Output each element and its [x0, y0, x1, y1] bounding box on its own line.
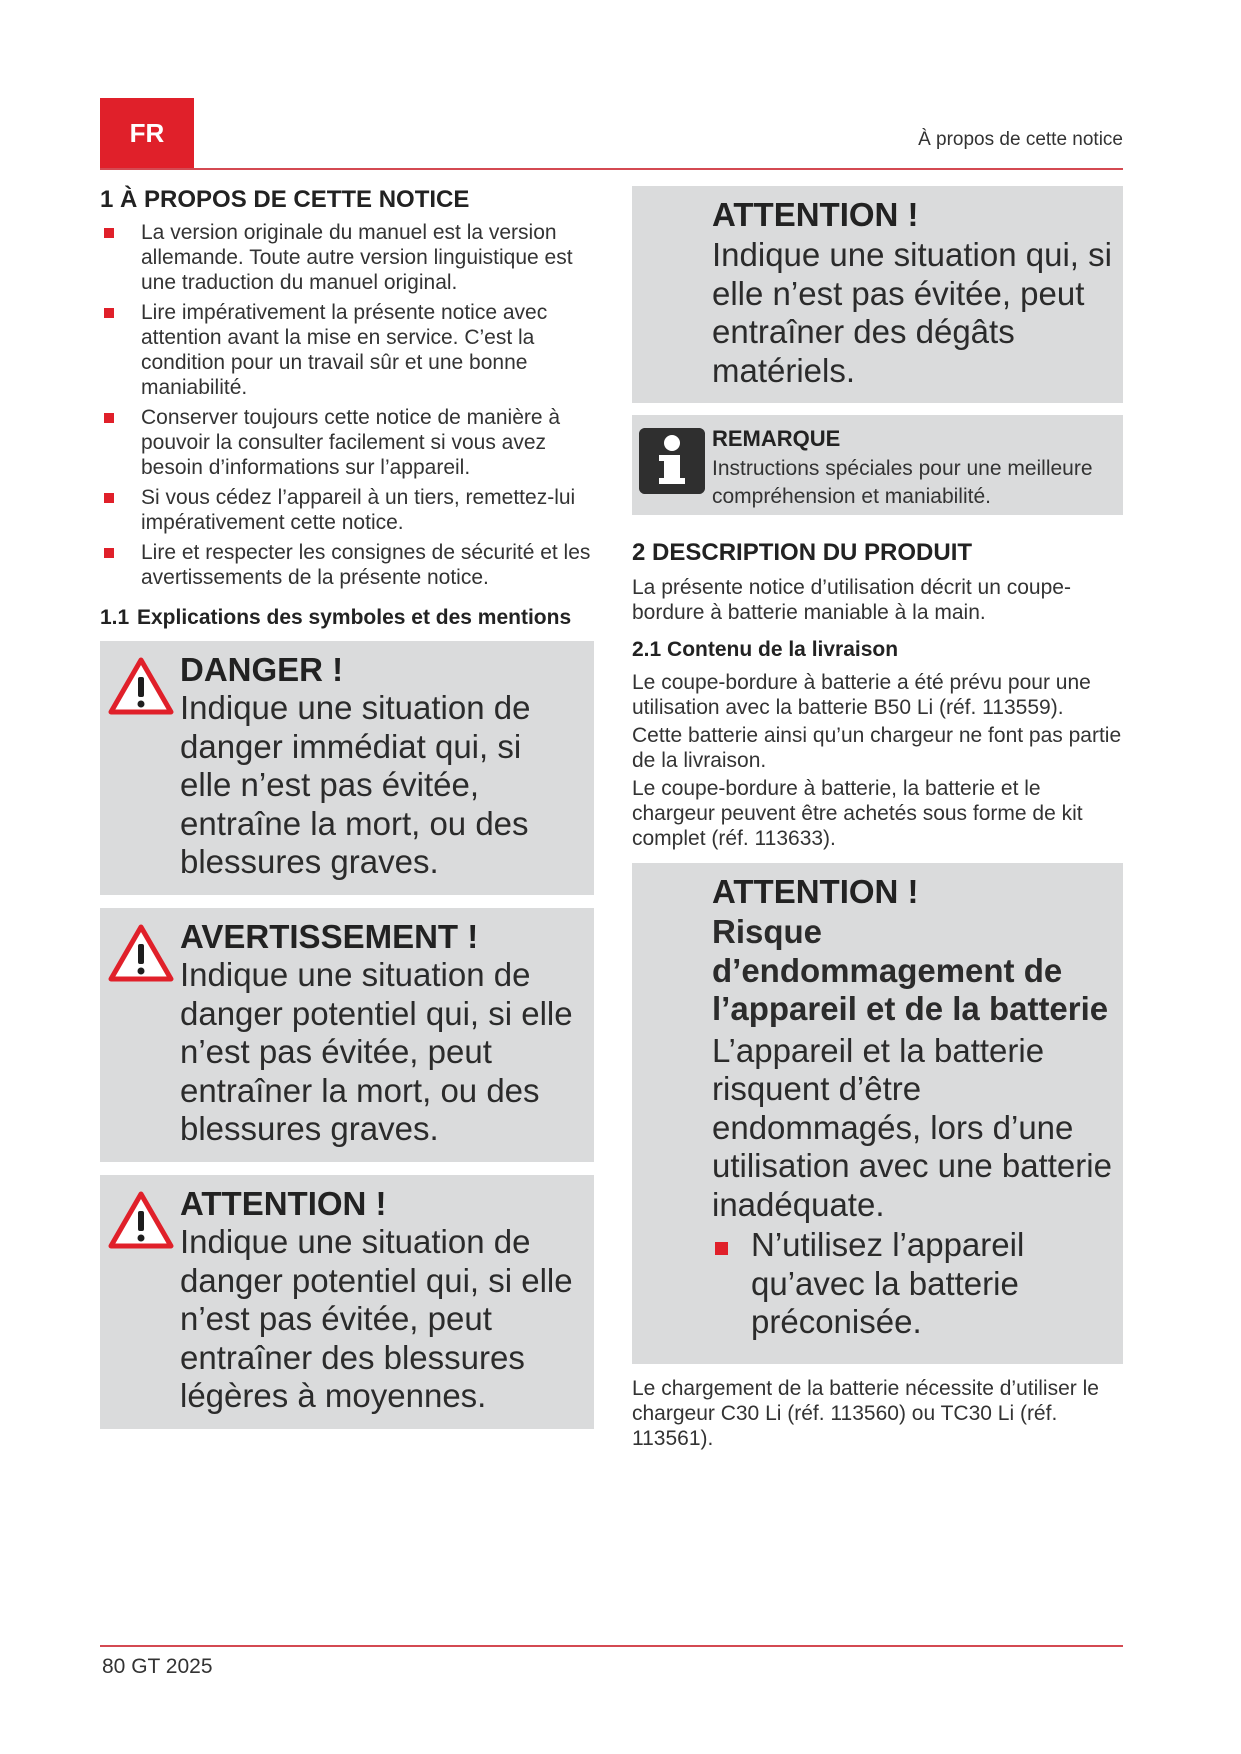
warning-triangle-icon — [107, 655, 175, 717]
left-column — [100, 186, 594, 1429]
bullet-square-icon — [104, 548, 114, 558]
list-item: La version originale du manuel est la version allemande. Toute autre version linguistique est une traduction du manuel original. — [100, 220, 594, 295]
delivery-paragraph-3: Le coupe-bordure à batterie, la batterie et le chargeur peuvent être achetés sous forme de kit complet (réf. 113633). — [632, 777, 1083, 850]
attention-title: ATTENTION ! — [712, 196, 919, 233]
attention-battery-box — [632, 863, 1123, 1364]
list-item: Lire et respecter les consignes de sécurité et les avertissements de la présente notice. — [100, 540, 594, 590]
danger-title: DANGER ! — [180, 651, 344, 688]
bullet-square-icon — [104, 308, 114, 318]
note-title: REMARQUE — [712, 426, 841, 451]
warning-triangle-icon — [107, 922, 175, 984]
attention-battery-subtitle: Risque d’endommagement de l’appareil et de la batterie — [712, 913, 1109, 1027]
note-box — [632, 415, 1123, 515]
subsection-2-1-heading: 2.1 Contenu de la livraison — [632, 638, 899, 661]
danger-text: Indique une situation de danger immédiat qui, si elle n’est pas évitée, entraîne la mort, ou des blessures graves. — [180, 689, 531, 880]
list-item: Conserver toujours cette notice de manière à pouvoir la consulter facilement si vous avez besoin d’informations sur l’appareil. — [100, 405, 594, 480]
warning-text: Indique une situation de danger potentiel qui, si elle n’est pas évitée, peut entraîner la mort, ou des blessures graves. — [180, 956, 573, 1147]
info-icon — [639, 428, 705, 494]
caution-title: ATTENTION ! — [180, 1185, 387, 1222]
delivery-paragraph-1: Le coupe-bordure à batterie a été prévu pour une utilisation avec la batterie B50 Li (réf. 113559). — [632, 671, 1091, 719]
right-column — [632, 186, 1123, 1451]
attention-battery-bullet: N’utilisez l’appareil qu’avec la batterie préconisée. — [712, 1226, 1115, 1342]
header-title: À propos de cette notice — [918, 129, 1123, 150]
caution-box — [100, 1175, 594, 1429]
list-item: Si vous cédez l’appareil à un tiers, remettez-lui impérativement cette notice. — [100, 485, 594, 535]
warning-title: AVERTISSEMENT ! — [180, 918, 479, 955]
subsection-1-1-heading: 1.1 Explications des symboles et des mentions — [100, 606, 572, 629]
bullet-square-icon — [104, 493, 114, 503]
section2-intro: La présente notice d’utilisation décrit un coupe-bordure à batterie maniable à la main. — [632, 576, 1071, 624]
section2-heading: 2 DESCRIPTION DU PRODUIT — [632, 539, 973, 566]
attention-battery-text: L’appareil et la batterie risquent d’être endommagés, lors d’une utilisation avec une batterie inadéquate. — [712, 1031, 1112, 1223]
section1-heading: 1 À PROPOS DE CETTE NOTICE — [100, 186, 470, 213]
bullet-square-icon — [104, 228, 114, 238]
note-text: Instructions spéciales pour une meilleure compréhension et maniabilité. — [712, 457, 1093, 508]
bullet-square-icon — [715, 1242, 728, 1255]
list-item: Lire impérativement la présente notice avec attention avant la mise en service. C’est la condition pour un travail sûr et une bonne maniabilité. — [100, 300, 594, 400]
warning-triangle-icon — [107, 1189, 175, 1251]
attention-material-box — [632, 186, 1123, 403]
page-footer: 80 GT 2025 — [102, 1655, 213, 1678]
warning-box — [100, 908, 594, 1162]
attention-text: Indique une situation qui, si elle n’est pas évitée, peut entraîner des dégâts matériels. — [712, 236, 1112, 389]
header-rule — [100, 168, 1123, 170]
attention-battery-title: ATTENTION ! — [712, 873, 919, 910]
footer-rule — [100, 1645, 1123, 1647]
language-tab: FR — [100, 98, 194, 168]
danger-box — [100, 641, 594, 895]
charging-paragraph: Le chargement de la batterie nécessite d’utiliser le chargeur C30 Li (réf. 113560) ou TC30 Li (réf. 113561). — [632, 1377, 1099, 1450]
bullet-square-icon — [104, 413, 114, 423]
section1-bullet-list — [100, 220, 594, 590]
delivery-paragraph-2: Cette batterie ainsi qu’un chargeur ne font pas partie de la livraison. — [632, 724, 1122, 772]
caution-text: Indique une situation de danger potentiel qui, si elle n’est pas évitée, peut entraîner des blessures légères à moyennes. — [180, 1223, 573, 1414]
